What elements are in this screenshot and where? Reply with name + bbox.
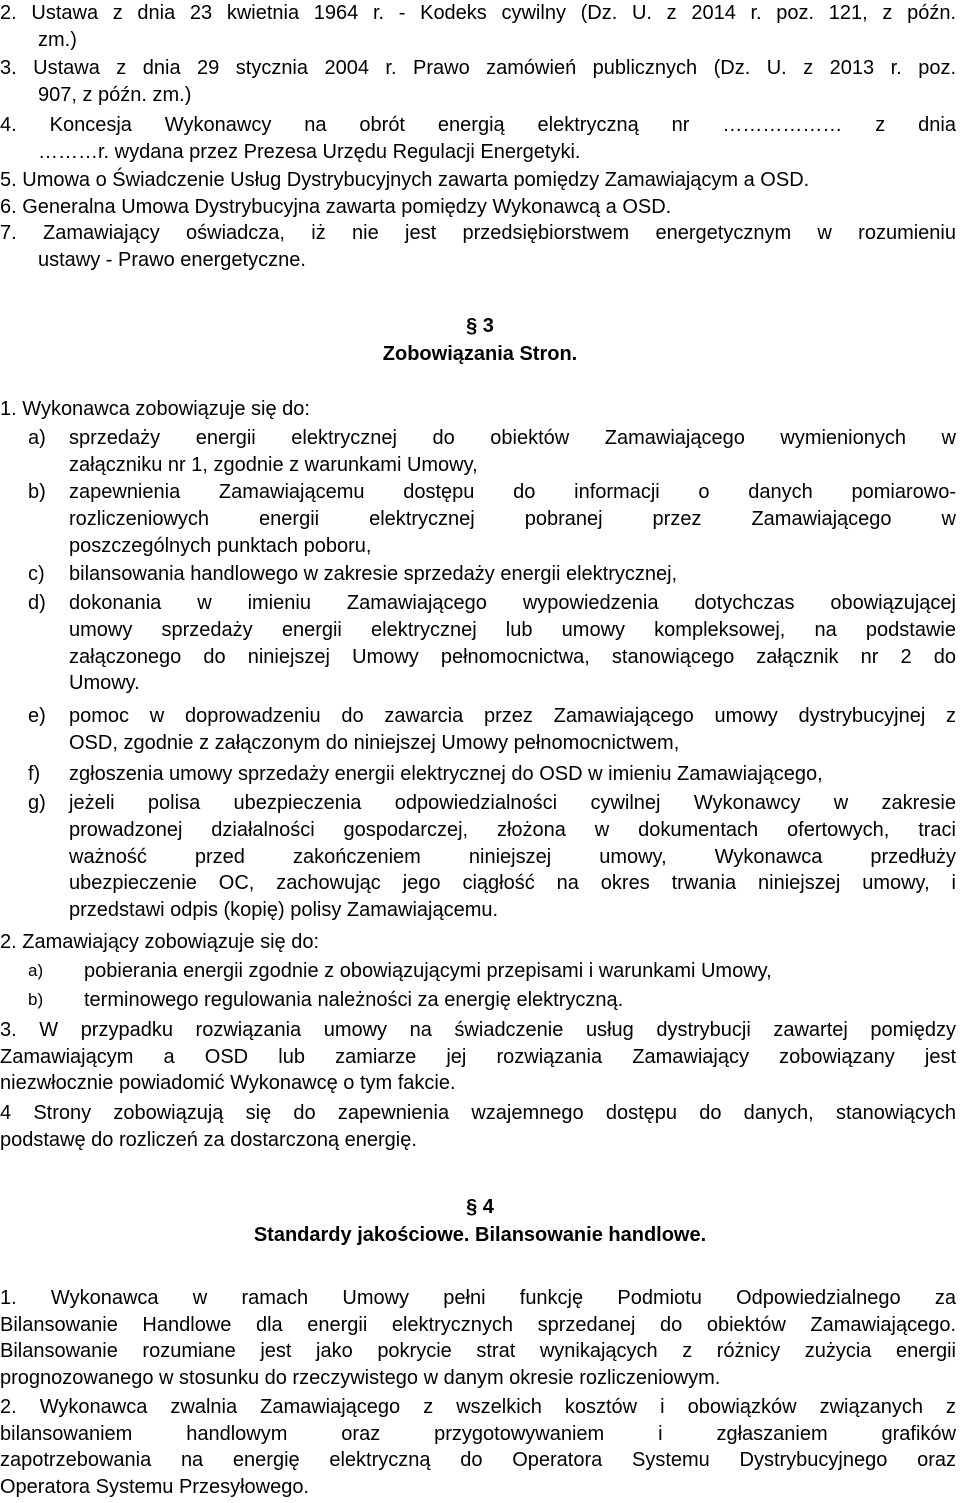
obligation-item-c: c) bilansowania handlowego w zakresie sprzedaży energii elektrycznej, xyxy=(28,561,956,588)
list-item-6: 6. Generalna Umowa Dystrybucyjna zawarta pomiędzy Wykonawcą a OSD. xyxy=(0,196,672,218)
client-obligation-item-a: a) pobierania energii zgodnie z obowiązującymi przepisami i warunkami Umowy, xyxy=(28,958,956,985)
item-label: d) xyxy=(28,592,46,614)
item-label: g) xyxy=(28,792,46,814)
obligation-item-g: g) jeżeli polisa ubezpieczenia odpowiedzialności cywilnej Wykonawcy w zakresie prowadzonej działalności gospodarczej, złożona w dokumentach ofertowych, traci ważność przed zakończeniem niniejszej umowy, Wykonawca przedłuży ubezpieczenie OC, zachowując jego ciągłość na okres trwania niniejszej umowy, i przedstawi odpis (kopię) polisy Zamawiającemu. xyxy=(28,792,956,922)
list-item-number: 3. xyxy=(0,57,17,79)
obligation-item-f: f) zgłoszenia umowy sprzedaży energii elektrycznej do OSD w imieniu Zamawiającego, xyxy=(28,761,956,788)
item-label: c) xyxy=(28,563,45,585)
section-3-paragraph-1-intro: 1. Wykonawca zobowiązuje się do: xyxy=(0,398,310,420)
section-4-title: Standardy jakościowe. Bilansowanie handlowe. xyxy=(253,1224,707,1246)
list-item-5: 5. Umowa o Świadczenie Usług Dystrybucyjnych zawarta pomiędzy Zamawiającym a OSD. xyxy=(0,169,810,191)
section-3-paragraph-3: 3. W przypadku rozwiązania umowy na świadczenie usług dystrybucji zawartej pomiędzy Zamawiającym a OSD lub zamiarze jej rozwiązania Zamawiający zobowiązany jest niezwłocznie powiadomić Wykonawcę o tym fakcie. xyxy=(0,1019,956,1094)
section-4-number: § 4 xyxy=(466,1196,494,1218)
client-obligation-item-b: b) terminowego regulowania należności za energię elektryczną. xyxy=(28,987,956,1014)
section-4-paragraph-2: 2. Wykonawca zwalnia Zamawiającego z wszelkich kosztów i obowiązków związanych z bilansowaniem handlowym oraz przygotowywaniem i zgłaszaniem grafików zapotrzebowania na energię elektryczną do Operatora Systemu Dystrybucyjnego oraz Operatora Systemu Przesyłowego. xyxy=(0,1396,956,1498)
list-item-3: 3. Ustawa z dnia 29 stycznia 2004 r. Prawo zamówień publicznych (Dz. U. z 2013 r. poz. 907, z późn. zm.) xyxy=(0,57,956,106)
obligation-item-b: b) zapewnienia Zamawiającemu dostępu do informacji o danych pomiarowo- rozliczeniowych energii elektrycznej pobranej przez Zamawiającego w poszczególnych punktach poboru, xyxy=(28,481,956,557)
obligation-item-d: d) dokonania w imieniu Zamawiającego wypowiedzenia dotychczas obowiązującej umowy sprzedaży energii elektrycznej lub umowy kompleksowej, na podstawie załączonego do niniejszej Umowy pełnomocnictwa, stanowiącego załącznik nr 2 do Umowy. xyxy=(28,592,956,695)
section-3-title: Zobowiązania Stron. xyxy=(382,343,578,365)
obligation-item-e: e) pomoc w doprowadzeniu do zawarcia przez Zamawiającego umowy dystrybucyjnej z OSD, zgodnie z załączonym do niniejszej Umowy pełnomocnictwem, xyxy=(28,705,956,754)
list-item-number: 2. xyxy=(0,2,17,24)
list-item-number: 6. xyxy=(0,196,17,218)
section-4-paragraph-1: 1. Wykonawca w ramach Umowy pełni funkcję Podmiotu Odpowiedzialnego za Bilansowanie Handlowe dla energii elektrycznych sprzedanej do obiektów Zamawiającego. Bilansowanie rozumiane jest jako pokrycie strat wynikających z różnicy zużycia energii prognozowanego w stosunku do rzeczywistego w danym okresie rozliczeniowym. xyxy=(0,1287,956,1389)
item-label: f) xyxy=(28,763,41,785)
item-label: b) xyxy=(28,481,46,503)
item-label: e) xyxy=(28,705,46,727)
section-3-paragraph-2-intro: 2. Zamawiający zobowiązuje się do: xyxy=(0,931,320,953)
section-3-number: § 3 xyxy=(466,315,494,337)
list-item-4: 4. Koncesja Wykonawcy na obrót energią elektryczną nr ……………… z dnia ………r. wydana przez Prezesa Urzędu Regulacji Energetyki. xyxy=(0,114,956,163)
item-label: a) xyxy=(28,961,44,980)
list-item-number: 7. xyxy=(0,222,17,244)
list-item-7: 7. Zamawiający oświadcza, iż nie jest przedsiębiorstwem energetycznym w rozumieniu ustawy - Prawo energetyczne. xyxy=(0,222,956,271)
item-label: a) xyxy=(28,427,46,449)
section-3-paragraph-4: 4 Strony zobowiązują się do zapewnienia wzajemnego dostępu do danych, stanowiących podstawę do rozliczeń za dostarczoną energię. xyxy=(0,1102,956,1151)
list-item-number: 4. xyxy=(0,114,17,136)
list-item-number: 5. xyxy=(0,169,17,191)
list-item-2: 2. Ustawa z dnia 23 kwietnia 1964 r. - Kodeks cywilny (Dz. U. z 2014 r. poz. 121, z późn. zm.) xyxy=(0,2,956,51)
obligation-item-a: a) sprzedaży energii elektrycznej do obiektów Zamawiającego wymienionych w załączniku nr 1, zgodnie z warunkami Umowy, xyxy=(28,427,956,476)
item-label: b) xyxy=(28,990,44,1009)
